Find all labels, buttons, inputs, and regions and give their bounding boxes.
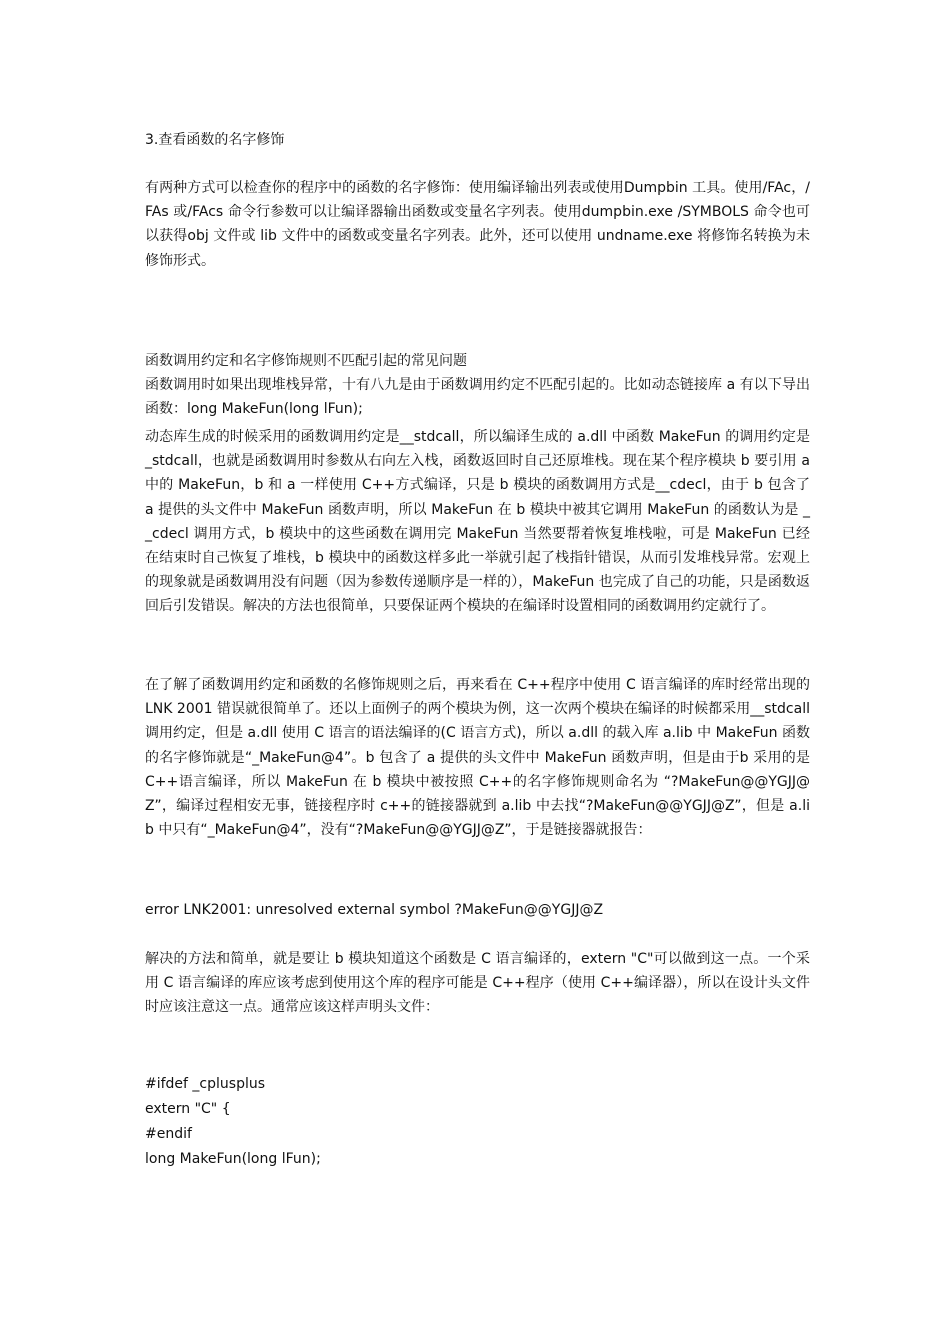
problem-paragraph-2: 动态库生成的时候采用的函数调用约定是__stdcall，所以编译生成的 a.dll 中函数 MakeFun 的调用约定是_stdcall，也就是函数调用时参数从右向左入栈，函数返回时自己还原堆栈。现在某个程序模块 b 要引用 a 中的 MakeFun，b 和 a 一样使用 C++方式编译，只是 b 模块的函数调用方式是__cdecl，由于 b 包含了 a 提供的头文件中 MakeFun 函数声明，所以 MakeFun 在 b 模块中被其它调用 MakeFun 的函数认为是 __cdecl 调用方式，b 模块中的这些函数在调用完 MakeFun 当然要帮着恢复堆栈啦，可是 MakeFun 已经在结束时自己恢复了堆栈，b 模块中的函数这样多此一举就引起了栈指针错误，从而引发堆栈异常。宏观上的现象就是函数调用没有问题（因为参数传递顺序是一样的），MakeFun 也完成了自己的功能，只是函数返回后引发错误。解决的方法也很简单，只要保证两个模块的在编译时设置相同的函数调用约定就行了。 — [145, 429, 810, 615]
document-page — [145, 0, 810, 1344]
problem-paragraph-1: 函数调用时如果出现堆栈异常，十有八九是由于函数调用约定不匹配引起的。比如动态链接库 a 有以下导出函数：long MakeFun(long lFun); — [145, 377, 810, 418]
code-line: #ifdef _cplusplus — [145, 1076, 266, 1092]
section-title: 3.查看函数的名字修饰 — [145, 132, 285, 148]
intro-paragraph: 有两种方式可以检查你的程序中的函数的名字修饰：使用编译输出列表或使用Dumpbin 工具。使用/FAc，/FAs 或/FAcs 命令行参数可以让编译器输出函数或变量名字列表。使用dumpbin.exe /SYMBOLS 命令也可以获得obj 文件或 lib 文件中的函数或变量名字列表。此外，还可以使用 undname.exe 将修饰名转换为未修饰形式。 — [145, 180, 810, 269]
code-snippet — [145, 1072, 810, 1172]
code-line: extern "C" { — [145, 1101, 231, 1117]
solution-paragraph: 解决的方法和简单，就是要让 b 模块知道这个函数是 C 语言编译的，extern "C"可以做到这一点。一个采用 C 语言编译的库应该考虑到使用这个库的程序可能是 C++程序（使用 C++编译器），所以在设计头文件时应该注意这一点。通常应该这样声明头文件： — [145, 951, 810, 1016]
code-line: long MakeFun(long lFun); — [145, 1151, 321, 1167]
problem-paragraph-3: 在了解了函数调用约定和函数的名修饰规则之后，再来看在 C++程序中使用 C 语言编译的库时经常出现的 LNK 2001 错误就很简单了。还以上面例子的两个模块为例，这一次两个模块在编译的时候都采用__stdcall 调用约定，但是 a.dll 使用 C 语言的语法编译的(C 语言方式)，所以 a.dll 的载入库 a.lib 中 MakeFun 函数的名字修饰就是“_MakeFun@4”。b 包含了 a 提供的头文件中 MakeFun 函数声明，但是由于b 采用的是 C++语言编译，所以 MakeFun 在 b 模块中被按照 C++的名字修饰规则命名为 “?MakeFun@@YGJJ@Z”，编译过程相安无事，链接程序时 c++的链接器就到 a.lib 中去找“?MakeFun@@YGJJ@Z”，但是 a.lib 中只有“_MakeFun@4”，没有“?MakeFun@@YGJJ@Z”，于是链接器就报告： — [145, 677, 810, 839]
code-line: #endif — [145, 1126, 192, 1142]
error-message-line: error LNK2001: unresolved external symbol ?MakeFun@@YGJJ@Z — [145, 902, 604, 918]
problem-heading: 函数调用约定和名字修饰规则不匹配引起的常见问题 — [145, 353, 467, 369]
